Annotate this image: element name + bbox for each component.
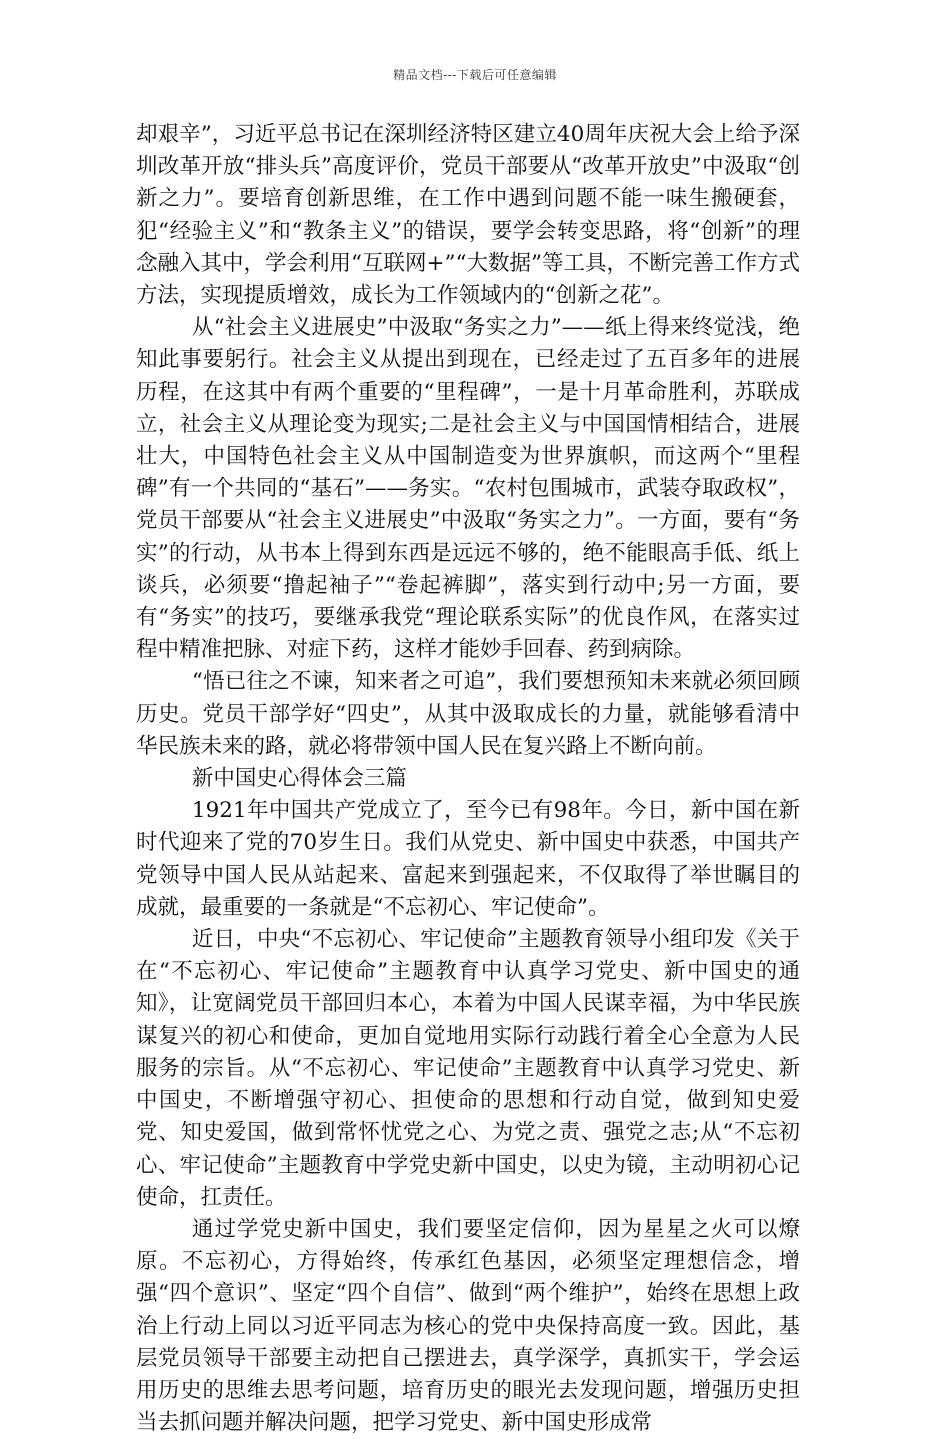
page-header: 精品文档---下载后可任意编辑 [393,68,557,82]
paragraph-party-founding: 1921年中国共产党成立了，至今已有98年。今日，新中国在新时代迎来了党的70岁生日。我们从党史、新中国史中获悉，中国共产党领导中国人民从站起来、富起来到强起来，不仅取得了举世瞩目的成就，最重要的一条就是“不忘初心、牢记使命”。 [136,798,800,920]
paragraph-firm-belief: 通过学党史新中国史，我们要坚定信仰，因为星星之火可以燎原。不忘初心，方得始终，传承红色基因，必须坚定理想信念，增强“四个意识”、坚定“四个自信”、做到“两个维护”，始终在思想上政治上行动上同以习近平同志为核心的党中央保持高度一致。因此，基层党员领导干部要主动把自己摆进去，真学深学，真抓实干，学会运用历史的思维去思考问题，培育历史的眼光去发现问题，增强历史担当去抓问题并解决问题，把学习党史、新中国史形成常 [136,1216,800,1436]
paragraph-continuation: 却艰辛”，习近平总书记在深圳经济特区建立40周年庆祝大会上给予深圳改革开放“排头兵”高度评价，党员干部要从“改革开放史”中汲取“创新之力”。要培育创新思维，在工作中遇到问题不能一味生搬硬套，犯“经验主义”和“教条主义”的错误，要学会转变思路，将“创新”的理念融入其中，学会利用“互联网+”“大数据”等工具，不断完善工作方式方法，实现提质增效，成长为工作领域内的“创新之花”。 [136,122,800,309]
paragraph-socialism-history: 从“社会主义进展史”中汲取“务实之力”——纸上得来终觉浅，绝知此事要躬行。社会主义从提出到现在，已经走过了五百多年的进展历程，在这其中有两个重要的“里程碑”，一是十月革命胜利，苏联成立，社会主义从理论变为现实;二是社会主义与中国国情相结合，进展壮大，中国特色社会主义从中国制造变为世界旗帜，而这两个“里程碑”有一个共同的“基石”——务实。“农村包围城市，武装夺取政权”，党员干部要从“社会主义进展史”中汲取“务实之力”。一方面，要有“务实”的行动，从书本上得到东西是远远不够的，绝不能眼高手低、纸上谈兵，必须要“撸起袖子”“卷起裤脚”，落实到行动中;另一方面，要有“务实”的技巧，要继承我党“理论联系实际”的优良作风，在落实过程中精准把脉、对症下药，这样才能妙手回春、药到病除。 [136,315,800,663]
paragraph-learn-from-history: “悟已往之不谏，知来者之可追”，我们要想预知未来就必须回顾历史。党员干部学好“四史”，从其中汲取成长的力量，就能够看清中华民族未来的路，就必将带领中国人民在复兴路上不断向前。 [136,669,800,759]
section-heading: 新中国史心得体会三篇 [191,766,407,792]
paragraph-central-notice: 近日，中央“不忘初心、牢记使命”主题教育领导小组印发《关于在“不忘初心、牢记使命”主题教育中认真学习党史、新中国史的通知》，让宽阔党员干部回归本心，本着为中国人民谋幸福，为中华民族谋复兴的初心和使命，更加自觉地用实际行动践行着全心全意为人民服务的宗旨。从“不忘初心、牢记使命”主题教育中认真学习党史、新中国史，不断增强守初心、担使命的思想和行动自觉，做到知史爱党、知史爱国，做到常怀忧党之心、为党之责、强党之志;从“不忘初心、牢记使命”主题教育中学党史新中国史，以史为镜，主动明初心记使命，扛责任。 [136,927,800,1210]
document-body [136,119,800,1439]
